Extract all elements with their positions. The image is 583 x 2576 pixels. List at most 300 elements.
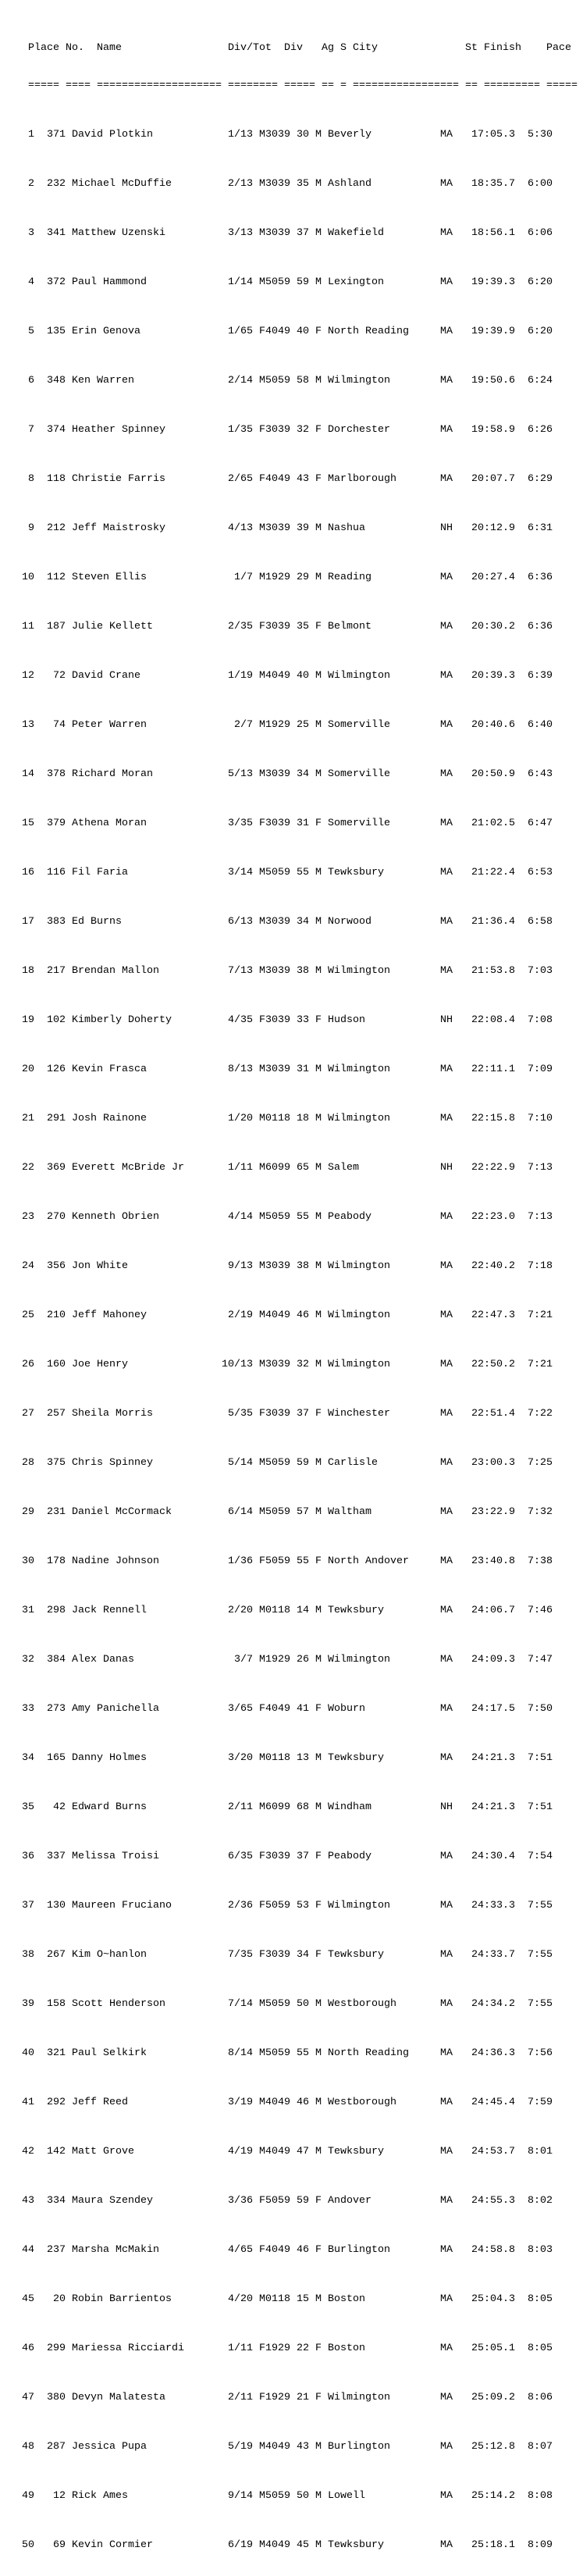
age-cell: 39: [297, 522, 309, 534]
state-cell: MA: [440, 1948, 453, 1961]
finish-time-cell: 22:51.4: [471, 1407, 515, 1420]
runner-name-cell: Marsha McMakin: [72, 2243, 159, 2256]
state-cell: MA: [440, 2440, 453, 2453]
runner-name-cell: Paul Hammond: [72, 276, 147, 288]
pace-cell: 7:50: [528, 1702, 553, 1715]
city-cell: Wilmington: [328, 1259, 390, 1272]
division-rank-cell: 1/36: [228, 1555, 253, 1567]
place-cell: 6: [28, 374, 34, 387]
age-cell: 34: [297, 1948, 309, 1961]
pace-cell: 6:24: [528, 374, 553, 387]
age-cell: 26: [297, 1653, 309, 1666]
division-rank-cell: 1/20: [228, 1112, 253, 1124]
separator: =====: [546, 79, 578, 91]
age-cell: 46: [297, 2243, 309, 2256]
age-cell: 55: [297, 1555, 309, 1567]
bib-number-cell: 372: [47, 276, 66, 288]
state-cell: MA: [440, 325, 453, 337]
city-cell: Wilmington: [328, 2391, 390, 2403]
pace-cell: 5:30: [528, 128, 553, 141]
runner-name-cell: Jeff Mahoney: [72, 1309, 147, 1321]
finish-time-cell: 21:53.8: [471, 964, 515, 977]
finish-time-cell: 22:23.0: [471, 1210, 515, 1223]
finish-time-cell: 24:06.7: [471, 1604, 515, 1616]
city-cell: Reading: [328, 571, 371, 583]
pace-cell: 6:36: [528, 571, 553, 583]
division-rank-cell: 3/19: [228, 2096, 253, 2108]
table-row: [3, 768, 583, 781]
state-cell: NH: [440, 1014, 453, 1026]
state-cell: MA: [440, 128, 453, 141]
city-cell: Tewksbury: [328, 2539, 384, 2551]
age-cell: 18: [297, 1112, 309, 1124]
division-cell: M4049: [259, 2539, 290, 2551]
division-cell: M5059: [259, 2489, 290, 2502]
table-row: [3, 1949, 583, 1961]
city-cell: Peabody: [328, 1850, 371, 1862]
state-cell: MA: [440, 2243, 453, 2256]
city-cell: Winchester: [328, 1407, 390, 1420]
sex-cell: M: [315, 2489, 322, 2502]
bib-number-cell: 380: [47, 2391, 66, 2403]
table-row: [3, 2293, 583, 2306]
table-row: [3, 1113, 583, 1125]
table-row: [3, 178, 583, 191]
pace-cell: 6:29: [528, 472, 553, 485]
division-rank-cell: 3/7: [234, 1653, 253, 1666]
bib-number-cell: 348: [47, 374, 66, 387]
table-row: [3, 1014, 583, 1027]
runner-name-cell: Erin Genova: [72, 325, 140, 337]
sex-cell: M: [315, 1456, 322, 1469]
division-rank-cell: 2/35: [228, 620, 253, 632]
pace-cell: 6:40: [528, 718, 553, 731]
place-cell: 8: [28, 472, 34, 485]
finish-time-cell: 22:22.9: [471, 1161, 515, 1174]
place-cell: 18: [22, 964, 34, 977]
city-cell: Hudson: [328, 1014, 365, 1026]
finish-time-cell: 24:53.7: [471, 2145, 515, 2157]
bib-number-cell: 158: [47, 1997, 66, 2010]
finish-time-cell: 24:17.5: [471, 1702, 515, 1715]
city-cell: Boston: [328, 2342, 365, 2354]
table-row: [3, 1605, 583, 1617]
place-cell: 19: [22, 1014, 34, 1026]
pace-cell: 7:21: [528, 1358, 553, 1370]
finish-time-cell: 24:30.4: [471, 1850, 515, 1862]
state-cell: MA: [440, 1358, 453, 1370]
place-cell: 11: [22, 620, 34, 632]
pace-cell: 7:47: [528, 1653, 553, 1666]
separator: =====: [284, 79, 315, 91]
table-row: [3, 2441, 583, 2453]
city-cell: Nashua: [328, 522, 365, 534]
age-cell: 46: [297, 2096, 309, 2108]
pace-cell: 8:05: [528, 2342, 553, 2354]
pace-cell: 8:07: [528, 2440, 553, 2453]
sex-cell: M: [315, 128, 322, 141]
bib-number-cell: 321: [47, 2047, 66, 2059]
table-row: [3, 424, 583, 436]
place-cell: 12: [22, 669, 34, 682]
city-cell: Burlington: [328, 2243, 390, 2256]
division-rank-cell: 3/13: [228, 226, 253, 239]
place-cell: 27: [22, 1407, 34, 1420]
age-cell: 58: [297, 374, 309, 387]
city-cell: Westborough: [328, 1997, 396, 2010]
place-cell: 33: [22, 1702, 34, 1715]
pace-cell: 7:46: [528, 1604, 553, 1616]
city-cell: Woburn: [328, 1702, 365, 1715]
bib-number-cell: 337: [47, 1850, 66, 1862]
finish-time-cell: 24:21.3: [471, 1751, 515, 1764]
state-cell: MA: [440, 817, 453, 829]
pace-cell: 6:47: [528, 817, 553, 829]
sex-cell: F: [315, 1899, 322, 1912]
state-cell: MA: [440, 1407, 453, 1420]
bib-number-cell: 356: [47, 1259, 66, 1272]
pace-cell: 6:20: [528, 276, 553, 288]
state-cell: MA: [440, 1505, 453, 1518]
runner-name-cell: Nadine Johnson: [72, 1555, 159, 1567]
table-row: [3, 326, 583, 338]
place-cell: 42: [22, 2145, 34, 2157]
table-row: [3, 1260, 583, 1273]
pace-cell: 7:59: [528, 2096, 553, 2108]
place-cell: 46: [22, 2342, 34, 2354]
bib-number-cell: 142: [47, 2145, 66, 2157]
pace-cell: 7:10: [528, 1112, 553, 1124]
bib-number-cell: 232: [47, 177, 66, 190]
table-row: [3, 129, 583, 141]
sex-cell: M: [315, 1259, 322, 1272]
table-row: [3, 1064, 583, 1076]
runner-name-cell: Athena Moran: [72, 817, 147, 829]
city-cell: North Reading: [328, 2047, 409, 2059]
table-row: [3, 1211, 583, 1224]
table-row: [3, 572, 583, 584]
finish-time-cell: 24:33.3: [471, 1899, 515, 1912]
table-row: [3, 1851, 583, 1863]
division-cell: M4049: [259, 2096, 290, 2108]
pace-cell: 6:20: [528, 325, 553, 337]
pace-cell: 6:06: [528, 226, 553, 239]
state-cell: MA: [440, 1210, 453, 1223]
finish-time-cell: 23:22.9: [471, 1505, 515, 1518]
bib-number-cell: 341: [47, 226, 66, 239]
sex-cell: M: [315, 276, 322, 288]
table-row: [3, 522, 583, 535]
pace-cell: 7:03: [528, 964, 553, 977]
age-cell: 32: [297, 1358, 309, 1370]
city-cell: Wilmington: [328, 1309, 390, 1321]
bib-number-cell: 369: [47, 1161, 66, 1174]
state-cell: MA: [440, 2145, 453, 2157]
table-row: [3, 2392, 583, 2404]
sex-cell: M: [315, 964, 322, 977]
separator: ====: [66, 79, 91, 91]
runner-name-cell: Kevin Cormier: [72, 2539, 153, 2551]
sex-cell: F: [315, 620, 322, 632]
bib-number-cell: 237: [47, 2243, 66, 2256]
bib-number-cell: 69: [53, 2539, 66, 2551]
age-cell: 38: [297, 1259, 309, 1272]
division-cell: M5059: [259, 1505, 290, 1518]
age-cell: 33: [297, 1014, 309, 1026]
city-cell: Somerville: [328, 718, 390, 731]
finish-time-cell: 22:15.8: [471, 1112, 515, 1124]
state-cell: MA: [440, 866, 453, 878]
bib-number-cell: 257: [47, 1407, 66, 1420]
state-cell: MA: [440, 571, 453, 583]
pace-cell: 6:43: [528, 768, 553, 780]
sex-cell: M: [315, 915, 322, 928]
sex-cell: M: [315, 866, 322, 878]
age-cell: 35: [297, 620, 309, 632]
city-cell: Dorchester: [328, 423, 390, 436]
division-rank-cell: 7/13: [228, 964, 253, 977]
pace-cell: 6:00: [528, 177, 553, 190]
age-cell: 13: [297, 1751, 309, 1764]
pace-cell: 6:36: [528, 620, 553, 632]
division-rank-cell: 4/14: [228, 1210, 253, 1223]
pace-cell: 7:13: [528, 1161, 553, 1174]
state-cell: MA: [440, 2096, 453, 2108]
pace-cell: 8:02: [528, 2194, 553, 2207]
runner-name-cell: Maura Szendey: [72, 2194, 153, 2207]
table-row: [3, 1359, 583, 1371]
bib-number-cell: 165: [47, 1751, 66, 1764]
table-row: [3, 621, 583, 633]
runner-name-cell: Rick Ames: [72, 2489, 128, 2502]
pace-cell: 7:18: [528, 1259, 553, 1272]
division-cell: M3039: [259, 177, 290, 190]
table-row: [3, 1506, 583, 1519]
finish-time-cell: 22:08.4: [471, 1014, 515, 1026]
city-cell: Windham: [328, 1801, 371, 1813]
header-name: Name: [97, 42, 122, 55]
pace-cell: 7:38: [528, 1555, 553, 1567]
sex-cell: F: [315, 1850, 322, 1862]
state-cell: MA: [440, 1259, 453, 1272]
bib-number-cell: 334: [47, 2194, 66, 2207]
bib-number-cell: 375: [47, 1456, 66, 1469]
division-rank-cell: 7/14: [228, 1997, 253, 2010]
division-rank-cell: 9/14: [228, 2489, 253, 2502]
finish-time-cell: 24:21.3: [471, 1801, 515, 1813]
finish-time-cell: 18:35.7: [471, 177, 515, 190]
bib-number-cell: 378: [47, 768, 66, 780]
division-rank-cell: 2/13: [228, 177, 253, 190]
place-cell: 9: [28, 522, 34, 534]
state-cell: MA: [440, 669, 453, 682]
division-rank-cell: 6/35: [228, 1850, 253, 1862]
division-rank-cell: 4/35: [228, 1014, 253, 1026]
state-cell: MA: [440, 2489, 453, 2502]
pace-cell: 7:55: [528, 1899, 553, 1912]
bib-number-cell: 374: [47, 423, 66, 436]
division-cell: F3039: [259, 1407, 290, 1420]
sex-cell: F: [315, 2391, 322, 2403]
runner-name-cell: Amy Panichella: [72, 1702, 159, 1715]
city-cell: Wilmington: [328, 374, 390, 387]
age-cell: 59: [297, 276, 309, 288]
table-row: [3, 1654, 583, 1666]
state-cell: MA: [440, 226, 453, 239]
finish-time-cell: 25:14.2: [471, 2489, 515, 2502]
pace-cell: 7:09: [528, 1063, 553, 1075]
table-row: [3, 1162, 583, 1174]
age-cell: 37: [297, 226, 309, 239]
place-cell: 16: [22, 866, 34, 878]
sex-cell: F: [315, 325, 322, 337]
table-row: [3, 2490, 583, 2503]
sex-cell: M: [315, 571, 322, 583]
bib-number-cell: 383: [47, 915, 66, 928]
sex-cell: F: [315, 1407, 322, 1420]
sex-cell: F: [315, 2342, 322, 2354]
bib-number-cell: 135: [47, 325, 66, 337]
division-rank-cell: 2/20: [228, 1604, 253, 1616]
state-cell: MA: [440, 2293, 453, 2305]
runner-name-cell: Richard Moran: [72, 768, 153, 780]
pace-cell: 7:55: [528, 1948, 553, 1961]
sex-cell: M: [315, 1112, 322, 1124]
runner-name-cell: Jeff Maistrosky: [72, 522, 165, 534]
division-rank-cell: 8/13: [228, 1063, 253, 1075]
city-cell: Waltham: [328, 1505, 371, 1518]
place-cell: 26: [22, 1358, 34, 1370]
place-cell: 14: [22, 768, 34, 780]
sex-cell: M: [315, 2145, 322, 2157]
header-st: St: [465, 42, 478, 55]
place-cell: 35: [22, 1801, 34, 1813]
age-cell: 32: [297, 423, 309, 436]
age-cell: 59: [297, 2194, 309, 2207]
age-cell: 21: [297, 2391, 309, 2403]
division-cell: M5059: [259, 374, 290, 387]
age-cell: 14: [297, 1604, 309, 1616]
pace-cell: 7:32: [528, 1505, 553, 1518]
results-body: [3, 104, 583, 2564]
runner-name-cell: Matt Grove: [72, 2145, 134, 2157]
age-cell: 30: [297, 128, 309, 141]
division-cell: M6099: [259, 1801, 290, 1813]
place-cell: 23: [22, 1210, 34, 1223]
finish-time-cell: 20:50.9: [471, 768, 515, 780]
division-rank-cell: 1/14: [228, 276, 253, 288]
age-cell: 43: [297, 472, 309, 485]
place-cell: 20: [22, 1063, 34, 1075]
city-cell: Somerville: [328, 817, 390, 829]
place-cell: 44: [22, 2243, 34, 2256]
pace-cell: 7:13: [528, 1210, 553, 1223]
division-rank-cell: 9/13: [228, 1259, 253, 1272]
bib-number-cell: 112: [47, 571, 66, 583]
division-rank-cell: 5/13: [228, 768, 253, 780]
state-cell: MA: [440, 1702, 453, 1715]
runner-name-cell: Kim O~hanlon: [72, 1948, 147, 1961]
division-cell: M1929: [259, 1653, 290, 1666]
pace-cell: 8:03: [528, 2243, 553, 2256]
runner-name-cell: Edward Burns: [72, 1801, 147, 1813]
runner-name-cell: Heather Spinney: [72, 423, 165, 436]
bib-number-cell: 178: [47, 1555, 66, 1567]
bib-number-cell: 379: [47, 817, 66, 829]
division-cell: F4049: [259, 1702, 290, 1715]
bib-number-cell: 371: [47, 128, 66, 141]
city-cell: Tewksbury: [328, 2145, 384, 2157]
state-cell: MA: [440, 1456, 453, 1469]
state-cell: MA: [440, 1604, 453, 1616]
division-cell: M3039: [259, 1358, 290, 1370]
place-cell: 41: [22, 2096, 34, 2108]
age-cell: 55: [297, 2047, 309, 2059]
sex-cell: M: [315, 2539, 322, 2551]
pace-cell: 8:05: [528, 2293, 553, 2305]
place-cell: 21: [22, 1112, 34, 1124]
sex-cell: M: [315, 2047, 322, 2059]
sex-cell: M: [315, 2293, 322, 2305]
division-rank-cell: 5/14: [228, 1456, 253, 1469]
age-cell: 53: [297, 1899, 309, 1912]
bib-number-cell: 267: [47, 1948, 66, 1961]
table-row: [3, 818, 583, 830]
age-cell: 41: [297, 1702, 309, 1715]
finish-time-cell: 20:12.9: [471, 522, 515, 534]
finish-time-cell: 25:09.2: [471, 2391, 515, 2403]
division-rank-cell: 2/7: [234, 718, 253, 731]
state-cell: MA: [440, 964, 453, 977]
state-cell: NH: [440, 1801, 453, 1813]
age-cell: 37: [297, 1407, 309, 1420]
division-cell: F4049: [259, 325, 290, 337]
bib-number-cell: 187: [47, 620, 66, 632]
sex-cell: F: [315, 1702, 322, 1715]
division-rank-cell: 2/36: [228, 1899, 253, 1912]
sex-cell: M: [315, 1358, 322, 1370]
city-cell: Wilmington: [328, 1063, 390, 1075]
runner-name-cell: Everett McBride Jr: [72, 1161, 184, 1174]
separator: ==: [322, 79, 334, 91]
table-row: [3, 2146, 583, 2158]
header-city: City: [353, 42, 378, 55]
finish-time-cell: 25:04.3: [471, 2293, 515, 2305]
state-cell: MA: [440, 1063, 453, 1075]
finish-time-cell: 21:02.5: [471, 817, 515, 829]
division-cell: M5059: [259, 1997, 290, 2010]
state-cell: NH: [440, 1161, 453, 1174]
age-cell: 38: [297, 964, 309, 977]
place-cell: 22: [22, 1161, 34, 1174]
division-rank-cell: 3/36: [228, 2194, 253, 2207]
division-cell: M5059: [259, 1210, 290, 1223]
state-cell: MA: [440, 177, 453, 190]
state-cell: MA: [440, 2391, 453, 2403]
city-cell: Wilmington: [328, 1899, 390, 1912]
header-ag: Ag: [322, 42, 334, 55]
state-cell: MA: [440, 276, 453, 288]
place-cell: 13: [22, 718, 34, 731]
state-cell: MA: [440, 472, 453, 485]
state-cell: MA: [440, 620, 453, 632]
runner-name-cell: Julie Kellett: [72, 620, 153, 632]
division-cell: F1929: [259, 2391, 290, 2403]
division-cell: M5059: [259, 2047, 290, 2059]
header-separator-row: [3, 67, 583, 91]
place-cell: 34: [22, 1751, 34, 1764]
finish-time-cell: 22:11.1: [471, 1063, 515, 1075]
